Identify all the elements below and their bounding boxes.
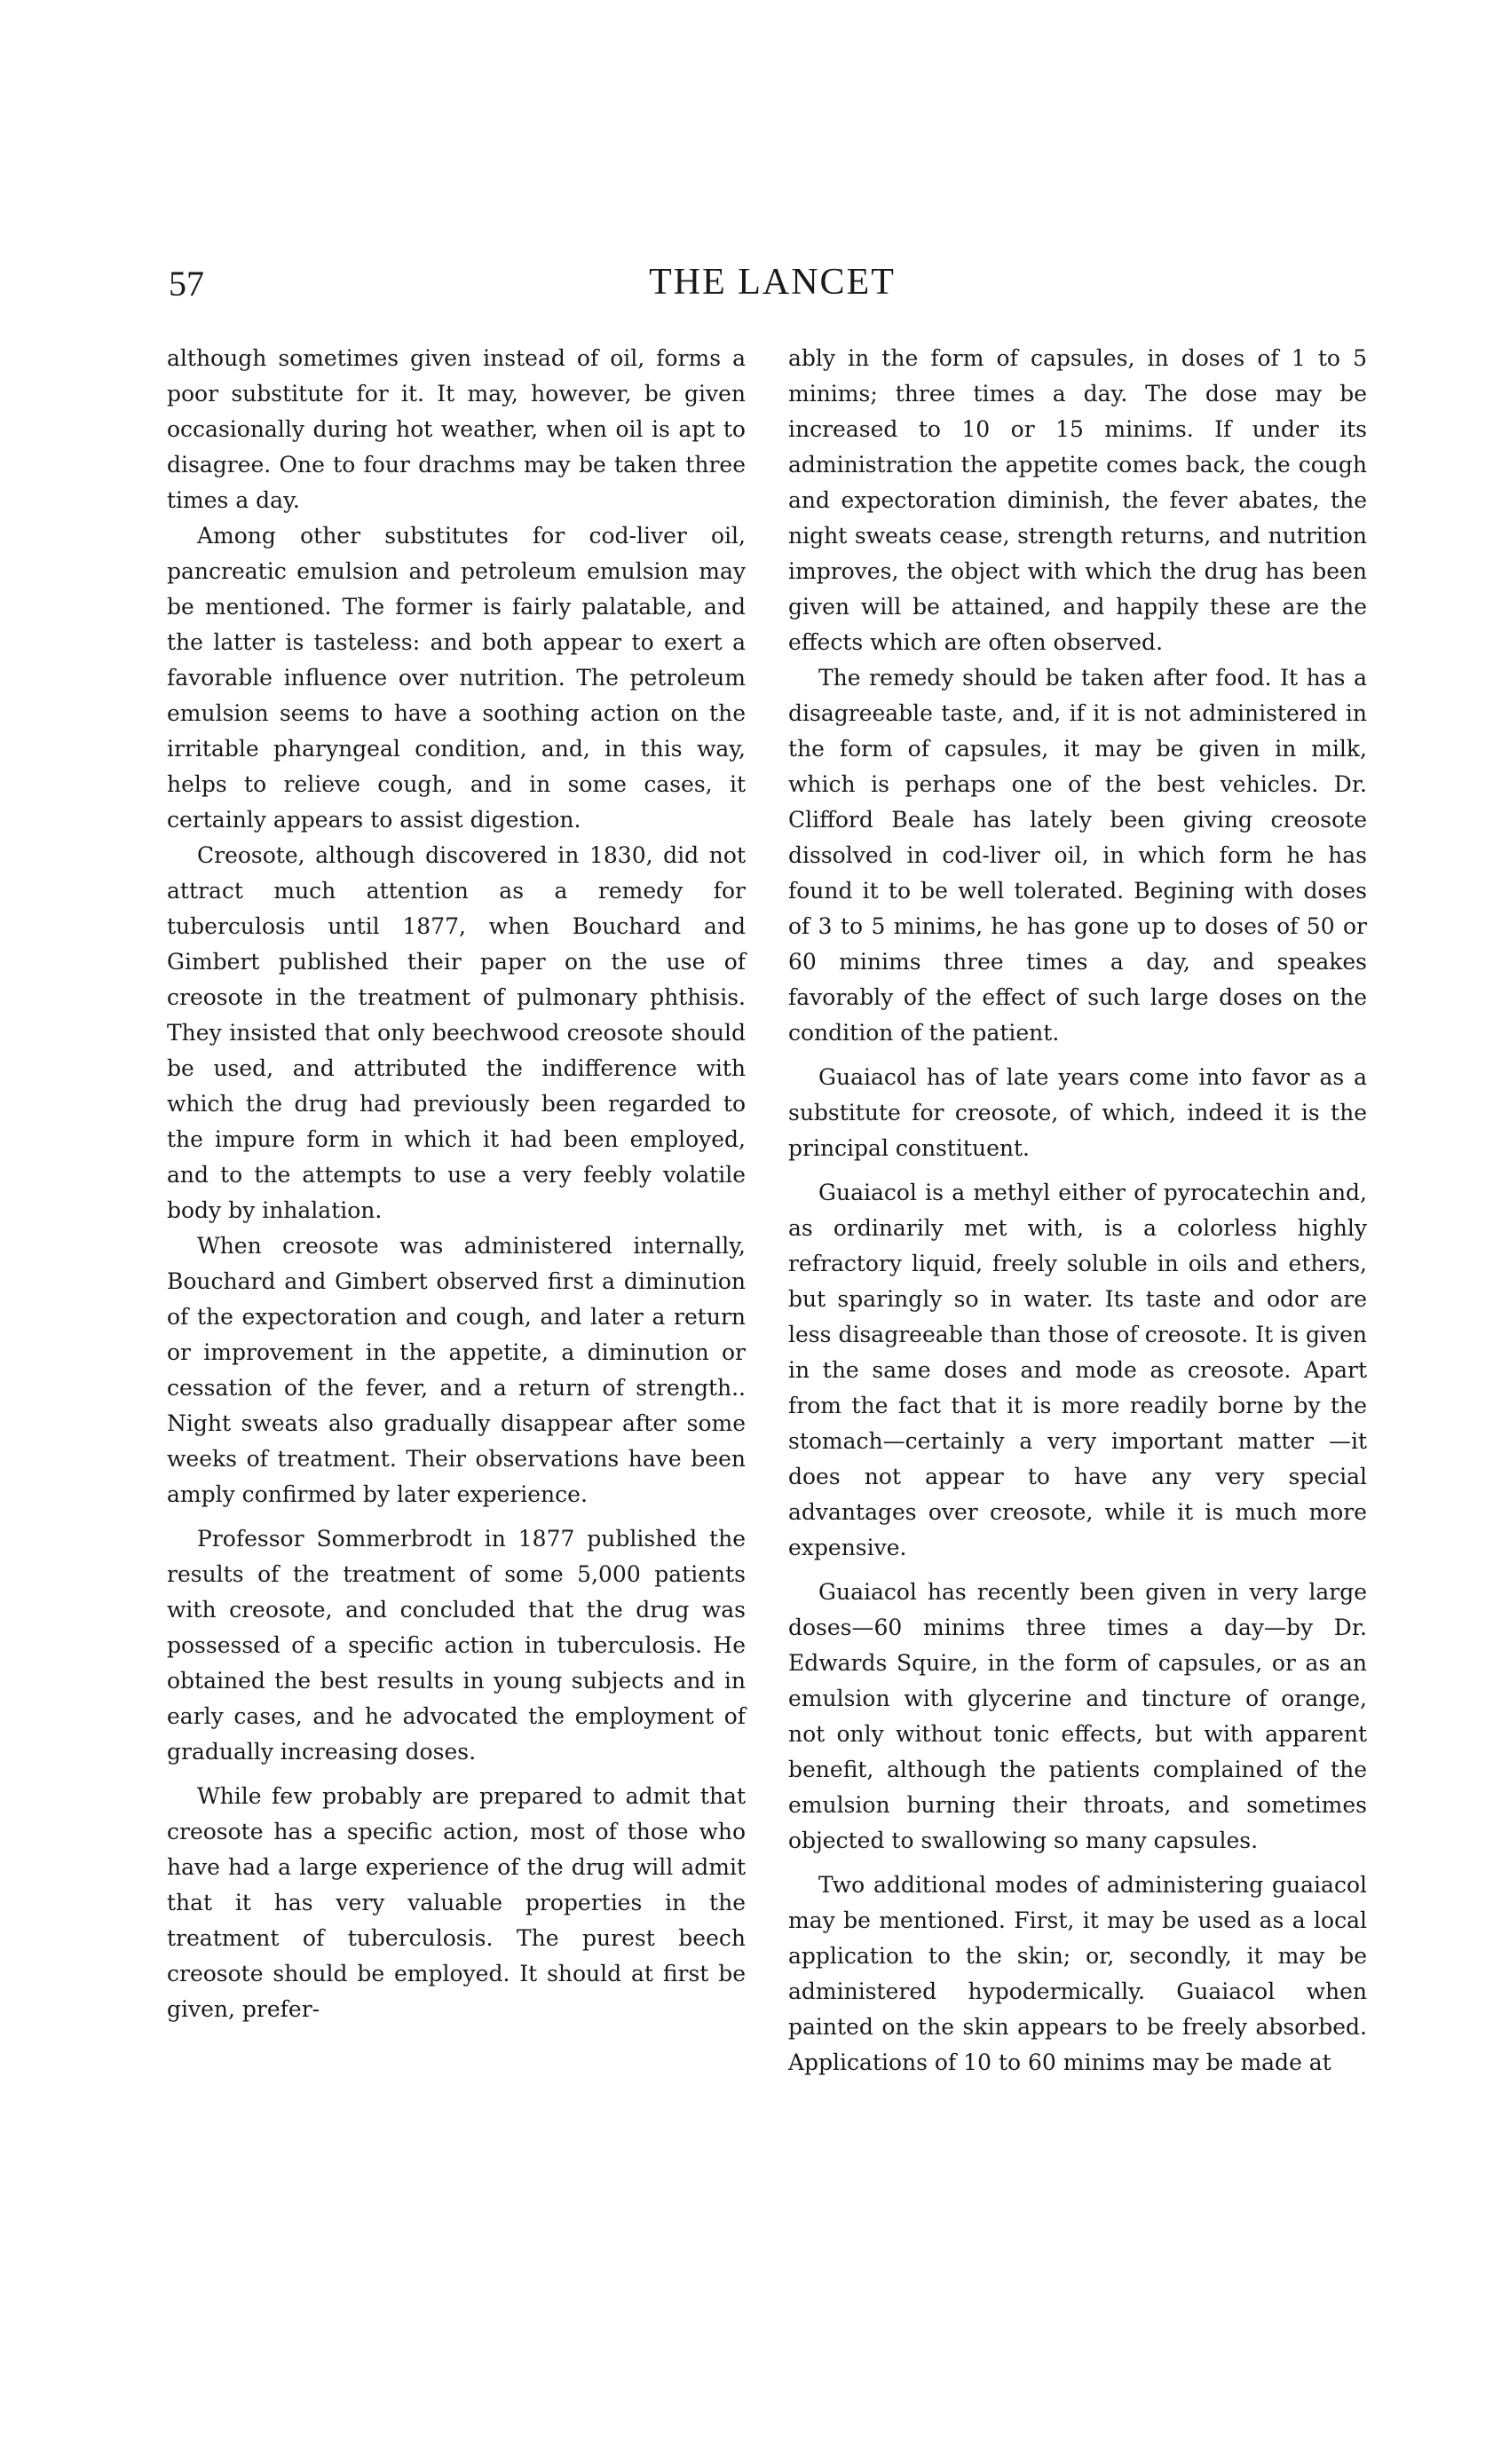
left-column [167, 341, 746, 2027]
paragraph: When creosote was administered internally, Bouchard and Gimbert observed first a diminution of the expectoration and cough, and later a return or improvement in the appetite, a diminution or cessation of the fever, and a return of strength.. Night sweats also gradually disappear after some weeks of treatment. Their observations have been amply confirmed by later experience. [167, 1233, 746, 1507]
paragraph: Two additional modes of administering guaiacol may be mentioned. First, it may be used as a local application to the skin; or, secondly, it may be administered hypodermically. Guaiacol when painted on the skin appears to be freely absorbed. Applications of 10 to 60 minims may be made at [788, 1872, 1367, 2075]
paragraph: Professor Sommerbrodt in 1877 published the results of the treatment of some 5,000 patients with creosote, and concluded that the drug was possessed of a specific action in tuberculosis. He obtained the best results in young subjects and in early cases, and he advocated the employment of gradually increasing doses. [167, 1526, 746, 1765]
paragraph: Guaiacol is a methyl either of pyrocatechin and, as ordinarily met with, is a colorless highly refractory liquid, freely soluble in oils and ethers, but sparingly so in water. Its taste and odor are less disagreeable than those of creosote. It is given in the same doses and mode as creosote. Apart from the fact that it is more readily borne by the stomach—certainly a very important matter —it does not appear to have any very special advantages over creosote, while it is much more expensive. [788, 1180, 1367, 1560]
paragraph: The remedy should be taken after food. It has a disagreeable taste, and, if it is not administered in the form of capsules, it may be given in milk, which is perhaps one of the best vehicles. Dr. Clifford Beale has lately been giving creosote dissolved in cod-liver oil, in which form he has found it to be well tolerated. Begining with doses of 3 to 5 minims, he has gone up to doses of 50 or 60 minims three times a day, and speakes favorably of the effect of such large doses on the condition of the patient. [788, 665, 1367, 1046]
paragraph: ably in the form of capsules, in doses of 1 to 5 minims; three times a day. The dose may be increased to 10 or 15 minims. If under its administration the appetite comes back, the cough and expectoration diminish, the fever abates, the night sweats cease, strength returns, and nutrition improves, the object with which the drug has been given will be attained, and happily these are the effects which are often observed. [788, 345, 1367, 655]
right-column [788, 341, 1367, 2081]
paragraph: Creosote, although discovered in 1830, did not attract much attention as a remedy for tuberculosis until 1877, when Bouchard and Gimbert published their paper on the use of creosote in the treatment of pulmonary phthisis. They insisted that only beechwood creosote should be used, and attributed the indifference with which the drug had previously been regarded to the impure form in which it had been employed, and to the attempts to use a very feebly volatile body by inhalation. [167, 842, 746, 1223]
running-title: THE LANCET [649, 262, 896, 303]
paragraph: While few probably are prepared to admit that creosote has a specific action, most of those who have had a large experience of the drug will admit that it has very valuable properties in the treatment of tuberculosis. The purest beech creosote should be employed. It should at first be given, prefer- [167, 1783, 746, 2022]
paragraph: Among other substitutes for cod-liver oil, pancreatic emulsion and petroleum emulsion may be mentioned. The former is fairly palatable, and the latter is tasteless: and both appear to exert a favorable influence over nutrition. The petroleum emulsion seems to have a soothing action on the irritable pharyngeal condition, and, in this way, helps to relieve cough, and in some cases, it certainly appears to assist digestion. [167, 523, 746, 833]
paragraph: Guaiacol has recently been given in very large doses—60 minims three times a day—by Dr. Edwards Squire, in the form of capsules, or as an emulsion with glycerine and tincture of orange, not only without tonic effects, but with apparent benefit, although the patients complained of the emulsion burning their throats, and sometimes objected to swallowing so many capsules. [788, 1579, 1367, 1853]
paragraph: Guaiacol has of late years come into favor as a substitute for creosote, of which, indeed it is the principal constituent. [788, 1064, 1367, 1161]
paragraph: although sometimes given instead of oil, forms a poor substitute for it. It may, however, be given occasionally during hot weather, when oil is apt to disagree. One to four drachms may be taken three times a day. [167, 345, 746, 513]
page-number: 57 [169, 264, 204, 304]
